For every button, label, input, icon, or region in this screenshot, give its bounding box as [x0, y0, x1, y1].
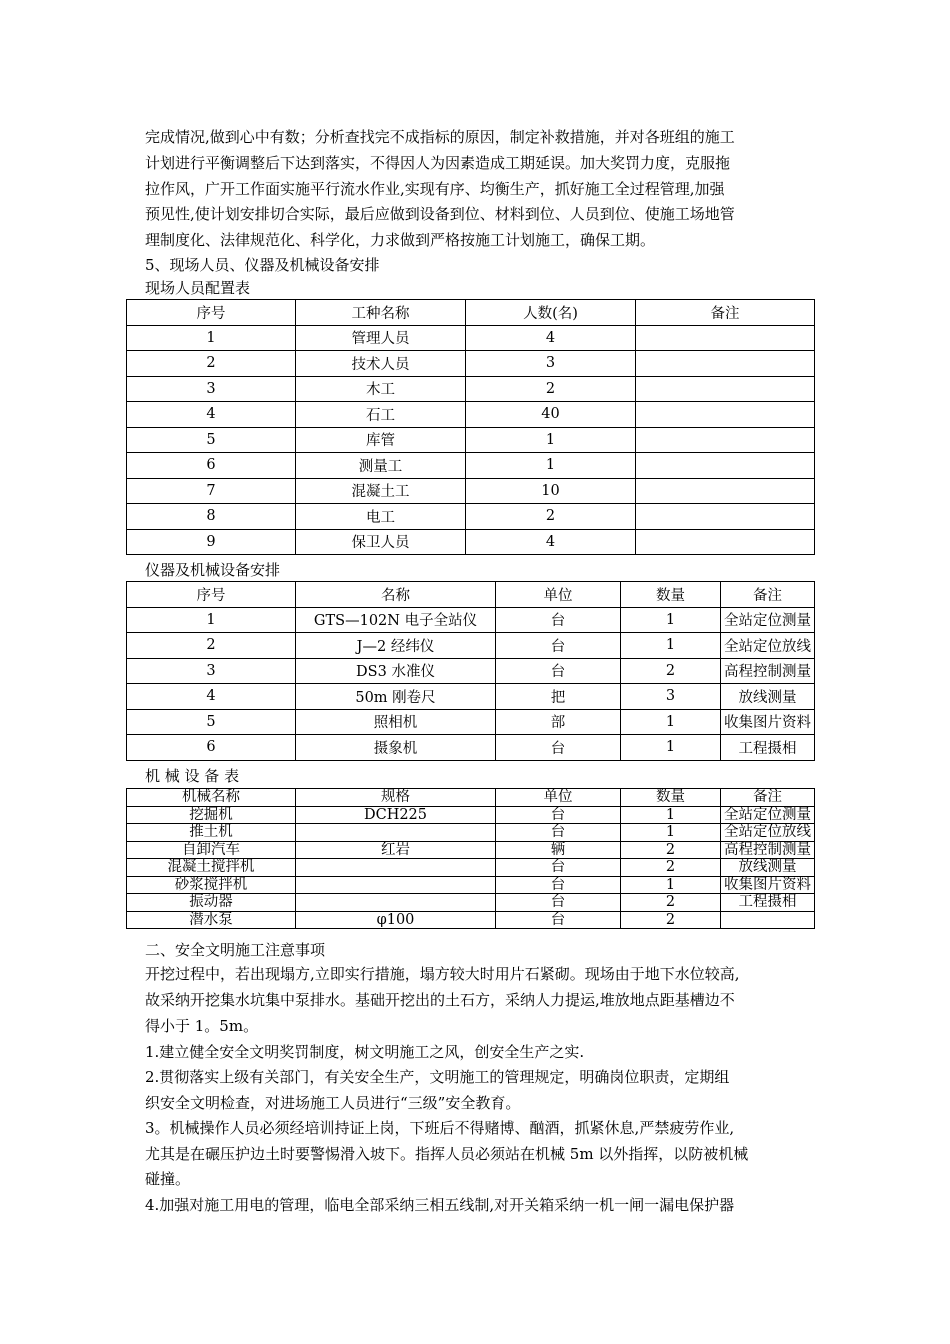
table-row	[127, 529, 815, 555]
safety-line-10: 4.加强对施工用电的管理，临电全部采纳三相五线制,对开关箱采纳一机一闸一漏电保护器	[145, 1196, 735, 1214]
table-cell: 6	[127, 453, 296, 479]
table-cell	[721, 911, 815, 929]
intro-line-5: 理制度化、法律规范化、科学化，力求做到严格按施工计划施工，确保工期。	[145, 231, 656, 249]
table-cell: 全站定位放线	[721, 824, 815, 842]
table-cell: 1	[621, 709, 721, 735]
table-cell	[636, 402, 815, 428]
header-cell: 机械名称	[127, 789, 296, 807]
table-cell	[636, 478, 815, 504]
intro-line-3: 拉作风，广开工作面实施平行流水作业,实现有序、均衡生产，抓好施工全过程管理,加强	[145, 180, 725, 198]
safety-line-5: 2.贯彻落实上级有关部门，有关安全生产，文明施工的管理规定，明确岗位职责，定期组	[145, 1068, 730, 1086]
table-cell: 放线测量	[721, 859, 815, 877]
table-cell: 2	[127, 633, 296, 659]
header-cell: 备注	[721, 789, 815, 807]
table-cell: 3	[466, 351, 636, 377]
safety-line-9: 碰撞。	[145, 1170, 191, 1188]
table-cell: 3	[127, 658, 296, 684]
table-row	[127, 607, 815, 633]
table-cell: 50m 刚卷尺	[296, 684, 496, 710]
table-row	[127, 351, 815, 377]
table-cell: 5	[127, 427, 296, 453]
table-cell: 2	[621, 658, 721, 684]
table-cell: 4	[466, 529, 636, 555]
table-row	[127, 709, 815, 735]
safety-line-8: 尤其是在碾压护边土时要警惕滑入坡下。指挥人员必须站在机械 5m 以外指挥，以防被机械	[145, 1145, 749, 1163]
table-cell: 台	[496, 859, 621, 877]
staff-table-caption: 现场人员配置表	[145, 279, 251, 297]
table-cell: 石工	[296, 402, 466, 428]
table-cell: 振动器	[127, 894, 296, 912]
table-header-row	[127, 582, 815, 608]
safety-heading: 二、安全文明施工注意事项	[145, 941, 326, 959]
table-cell: 测量工	[296, 453, 466, 479]
staff-table	[126, 299, 815, 555]
table-cell: DS3 水准仪	[296, 658, 496, 684]
table-cell: 2	[621, 894, 721, 912]
table-cell: 台	[496, 658, 621, 684]
table-cell: 收集图片资料	[721, 876, 815, 894]
table-cell: 台	[496, 633, 621, 659]
table-cell: 1	[621, 806, 721, 824]
table-cell	[636, 351, 815, 377]
table-cell: 台	[496, 876, 621, 894]
table-cell: 砂浆搅拌机	[127, 876, 296, 894]
safety-line-4: 1.建立健全安全文明奖罚制度，树文明施工之风，创安全生产之实.	[145, 1043, 585, 1061]
table-cell: 台	[496, 806, 621, 824]
table-cell: 2	[127, 351, 296, 377]
header-cell: 序号	[127, 300, 296, 326]
table-row	[127, 876, 815, 894]
header-cell: 人数(名)	[466, 300, 636, 326]
header-cell: 规格	[296, 789, 496, 807]
table-cell	[296, 894, 496, 912]
table-cell: 6	[127, 735, 296, 761]
table-row	[127, 841, 815, 859]
table-cell: 技术人员	[296, 351, 466, 377]
table-cell: 电工	[296, 504, 466, 530]
instrument-table-caption: 仪器及机械设备安排	[145, 561, 281, 579]
table-cell: 台	[496, 735, 621, 761]
table-cell: 1	[621, 735, 721, 761]
table-cell: 1	[621, 607, 721, 633]
intro-line-2: 计划进行平衡调整后下达到落实，不得因人为因素造成工期延误。加大奖罚力度，克服拖	[145, 154, 731, 172]
table-cell: 9	[127, 529, 296, 555]
safety-line-7: 3。机械操作人员必须经培训持证上岗，下班后不得赌博、酗酒，抓紧休息,严禁疲劳作业,	[145, 1119, 735, 1137]
table-cell: 高程控制测量	[721, 658, 815, 684]
table-cell: 部	[496, 709, 621, 735]
table-cell: 3	[127, 376, 296, 402]
table-cell: 自卸汽车	[127, 841, 296, 859]
table-cell: 全站定位放线	[721, 633, 815, 659]
table-cell: 台	[496, 607, 621, 633]
table-cell: 1	[127, 607, 296, 633]
safety-line-1: 开挖过程中，若出现塌方,立即实行措施，塌方较大时用片石紧砌。现场由于地下水位较高,	[145, 965, 740, 983]
section-heading: 5、现场人员、仪器及机械设备安排	[145, 256, 380, 274]
table-cell: DCH225	[296, 806, 496, 824]
table-cell: 收集图片资料	[721, 709, 815, 735]
table-row	[127, 478, 815, 504]
table-header-row	[127, 789, 815, 807]
safety-line-6: 织安全文明检查，对进场施工人员进行“三级”安全教育。	[145, 1094, 521, 1112]
table-row	[127, 806, 815, 824]
machine-table	[126, 788, 815, 929]
table-cell: 推土机	[127, 824, 296, 842]
table-header-row	[127, 300, 815, 326]
table-row	[127, 427, 815, 453]
table-cell: 全站定位测量	[721, 607, 815, 633]
table-cell: 保卫人员	[296, 529, 466, 555]
table-row	[127, 402, 815, 428]
table-cell: 10	[466, 478, 636, 504]
safety-line-3: 得小于 1。5m。	[145, 1017, 259, 1035]
safety-line-2: 故采纳开挖集水坑集中泵排水。基础开挖出的土石方，采纳人力提运,堆放地点距基槽边不	[145, 991, 735, 1009]
table-cell: 4	[127, 684, 296, 710]
table-cell: 台	[496, 911, 621, 929]
table-row	[127, 633, 815, 659]
table-cell	[636, 529, 815, 555]
table-cell	[636, 376, 815, 402]
table-cell: φ100	[296, 911, 496, 929]
table-row	[127, 859, 815, 877]
intro-line-1: 完成情况,做到心中有数；分析查找完不成指标的原因，制定补救措施，并对各班组的施工	[145, 128, 735, 146]
table-cell: 2	[621, 911, 721, 929]
table-cell	[636, 325, 815, 351]
table-cell: 8	[127, 504, 296, 530]
table-cell: 木工	[296, 376, 466, 402]
instrument-table	[126, 581, 815, 761]
table-cell	[636, 453, 815, 479]
table-cell: 1	[621, 876, 721, 894]
table-row	[127, 735, 815, 761]
table-row	[127, 376, 815, 402]
table-cell: 高程控制测量	[721, 841, 815, 859]
header-cell: 单位	[496, 789, 621, 807]
table-row	[127, 911, 815, 929]
table-cell: 2	[466, 376, 636, 402]
table-cell: 混凝土搅拌机	[127, 859, 296, 877]
table-row	[127, 684, 815, 710]
table-cell: 4	[127, 402, 296, 428]
header-cell: 数量	[621, 582, 721, 608]
header-cell: 备注	[721, 582, 815, 608]
table-row	[127, 894, 815, 912]
header-cell: 备注	[636, 300, 815, 326]
header-cell: 工种名称	[296, 300, 466, 326]
table-row	[127, 824, 815, 842]
header-cell: 序号	[127, 582, 296, 608]
table-cell: 辆	[496, 841, 621, 859]
table-cell	[636, 504, 815, 530]
header-cell: 数量	[621, 789, 721, 807]
table-cell: 摄象机	[296, 735, 496, 761]
table-cell: 2	[621, 859, 721, 877]
table-row	[127, 325, 815, 351]
table-cell: 全站定位测量	[721, 806, 815, 824]
table-cell: J—2 经纬仪	[296, 633, 496, 659]
table-cell: 7	[127, 478, 296, 504]
table-cell	[296, 859, 496, 877]
table-cell: 工程摄相	[721, 735, 815, 761]
table-cell: 红岩	[296, 841, 496, 859]
table-cell: 1	[466, 427, 636, 453]
table-cell	[296, 824, 496, 842]
table-cell: 潜水泵	[127, 911, 296, 929]
table-cell	[296, 876, 496, 894]
machine-table-caption: 机 械 设 备 表	[145, 767, 240, 785]
header-cell: 名称	[296, 582, 496, 608]
table-cell: 2	[621, 841, 721, 859]
table-cell: 1	[127, 325, 296, 351]
table-cell: 照相机	[296, 709, 496, 735]
table-cell: 1	[621, 824, 721, 842]
table-cell: 3	[621, 684, 721, 710]
table-row	[127, 504, 815, 530]
table-cell: 2	[466, 504, 636, 530]
table-cell	[636, 427, 815, 453]
table-cell: 把	[496, 684, 621, 710]
table-cell: 40	[466, 402, 636, 428]
table-cell: 库管	[296, 427, 466, 453]
table-row	[127, 658, 815, 684]
table-cell: 1	[621, 633, 721, 659]
intro-line-4: 预见性,使计划安排切合实际，最后应做到设备到位、材料到位、人员到位、使施工场地管	[145, 205, 735, 223]
table-row	[127, 453, 815, 479]
table-cell: 1	[466, 453, 636, 479]
table-cell: GTS—102N 电子全站仪	[296, 607, 496, 633]
table-cell: 台	[496, 824, 621, 842]
header-cell: 单位	[496, 582, 621, 608]
table-cell: 管理人员	[296, 325, 466, 351]
table-cell: 放线测量	[721, 684, 815, 710]
table-cell: 5	[127, 709, 296, 735]
table-cell: 4	[466, 325, 636, 351]
table-cell: 混凝土工	[296, 478, 466, 504]
table-cell: 台	[496, 894, 621, 912]
table-cell: 挖掘机	[127, 806, 296, 824]
table-cell: 工程摄相	[721, 894, 815, 912]
